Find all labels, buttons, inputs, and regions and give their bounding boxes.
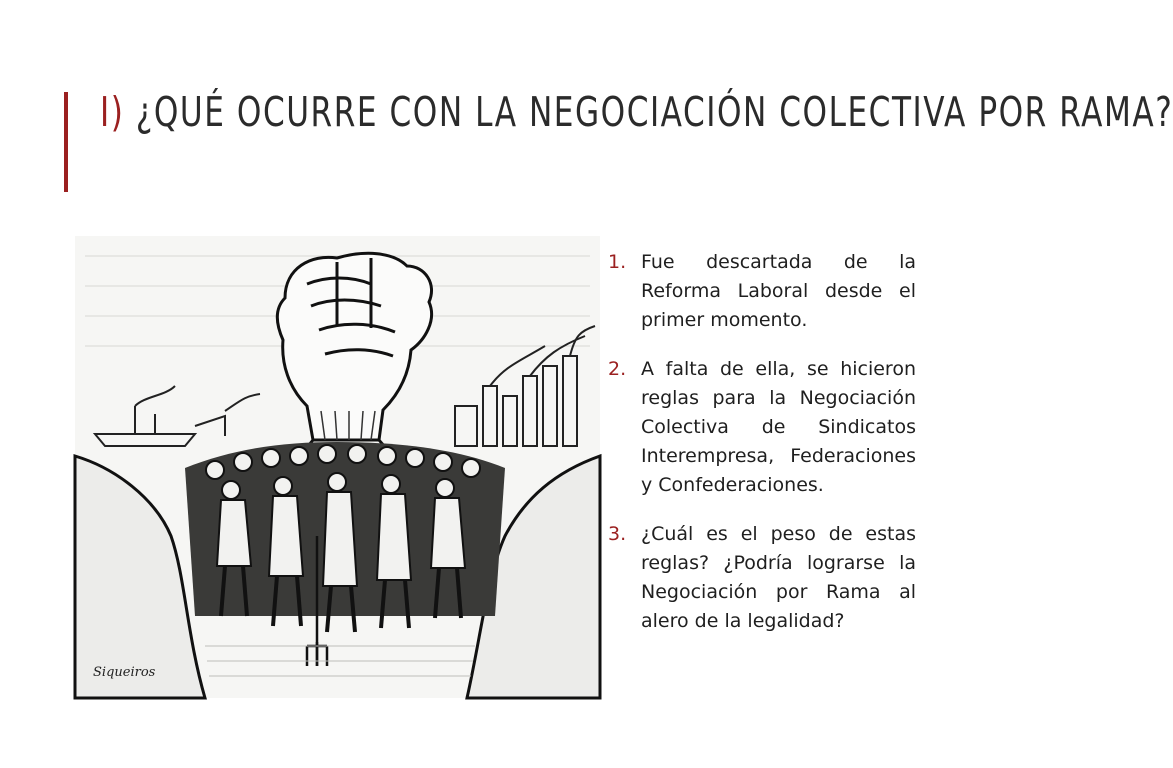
- list-item-text: ¿Cuál es el peso de estas reglas? ¿Podría lograrse la Negociación por Rama al alero de la legalidad?: [641, 523, 916, 632]
- list-item-text: A falta de ella, se hicieron reglas para la Negociación Colectiva de Sindicatos Interempresa, Federaciones y Confederaciones.: [641, 358, 916, 496]
- title-number: I): [100, 88, 125, 136]
- title-text: ¿QUÉ OCURRE CON LA NEGOCIACIÓN COLECTIVA POR RAMA?: [135, 88, 1173, 136]
- slide-title: [100, 84, 1173, 140]
- illustration-signature: Siqueiros: [93, 665, 156, 680]
- list-item-number: 2.: [608, 358, 627, 380]
- list-item-number: 1.: [608, 251, 627, 273]
- list-item-text: Fue descartada de la Reforma Laboral desde el primer momento.: [641, 251, 916, 331]
- title-accent-bar: [64, 92, 68, 192]
- list-item-number: 3.: [608, 523, 627, 545]
- fist-illustration: [75, 236, 600, 698]
- list-item: [608, 248, 916, 335]
- illustration-drawing: [75, 236, 600, 698]
- list-item: [608, 520, 916, 636]
- points-list: [608, 248, 916, 656]
- list-item: [608, 355, 916, 500]
